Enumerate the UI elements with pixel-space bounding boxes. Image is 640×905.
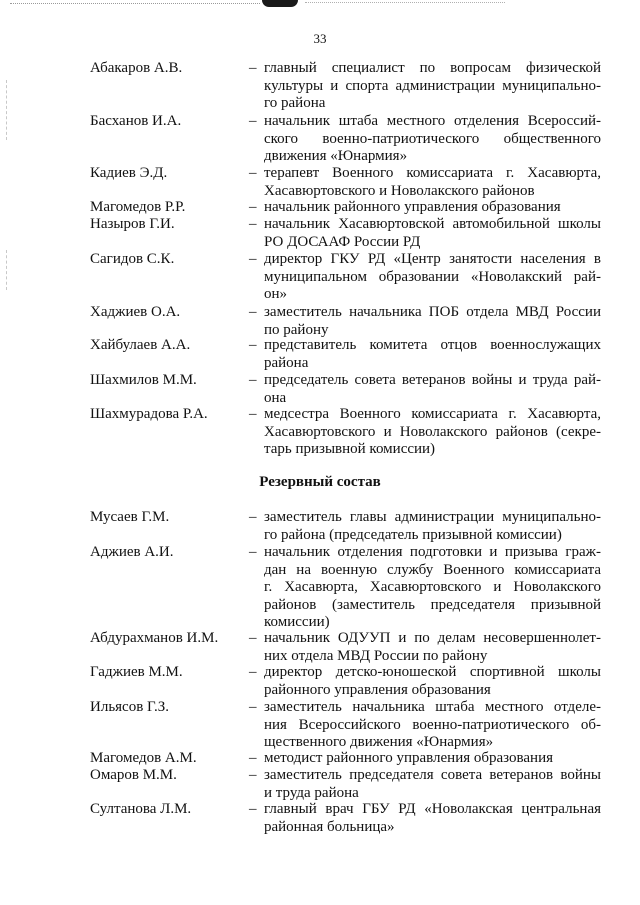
dash: – <box>249 165 257 181</box>
member-name: Басханов И.А. <box>90 113 182 129</box>
role-line: методист районного управления образования <box>264 750 554 766</box>
role-line: начальник районного управления образования <box>264 199 561 215</box>
member-role <box>264 630 601 665</box>
dash: – <box>249 113 257 129</box>
role-line: го района (председатель призывной комиссии) <box>264 526 562 543</box>
role-line: районов (заместитель председателя призывной <box>264 596 601 613</box>
dash: – <box>249 750 257 766</box>
role-line: Хасавюртовского и Новолакского районов <box>264 182 535 199</box>
role-line: Хасавюртовского и Новолакского районов (секре- <box>264 423 601 440</box>
member-name: Назыров Г.И. <box>90 216 175 232</box>
scan-artifact-left-edge <box>6 80 7 140</box>
role-line: щественного движения «Юнармия» <box>264 734 494 750</box>
member-name: Шахмурадова Р.А. <box>90 406 208 422</box>
dash: – <box>249 337 257 353</box>
member-role <box>264 801 601 836</box>
member-role <box>264 60 601 113</box>
member-role <box>264 509 601 544</box>
role-line: г. Хасавюрта, Хасавюртовского и Новолакского <box>264 579 601 595</box>
role-line: главный специалист по вопросам физической <box>264 60 601 76</box>
role-line: заместитель главы администрации муниципально- <box>264 509 601 525</box>
role-line: тарь призывной комиссии) <box>264 441 436 457</box>
role-line: заместитель председателя совета ветеранов войны <box>264 767 601 783</box>
dash: – <box>249 60 257 76</box>
scan-artifact-top-mark <box>262 0 298 7</box>
role-line: медсестра Военного комиссариата г. Хасавюрта, <box>264 406 601 422</box>
role-line: го района <box>264 95 326 111</box>
member-name: Абакаров А.В. <box>90 60 183 76</box>
dash: – <box>249 630 257 646</box>
member-name: Хаджиев О.А. <box>90 304 181 320</box>
role-line: районного управления образования <box>264 681 491 698</box>
member-role <box>264 199 601 217</box>
member-role <box>264 337 601 372</box>
dash: – <box>249 699 257 715</box>
dash: – <box>249 767 257 783</box>
role-line: директор детско-юношеской спортивной школы <box>264 664 601 680</box>
member-role <box>264 750 601 768</box>
member-role <box>264 113 601 166</box>
role-line: муниципальном образовании «Новолакский рай- <box>264 268 601 285</box>
role-line: главный врач ГБУ РД «Новолакская центральная <box>264 801 601 817</box>
role-line: председатель совета ветеранов войны и труда рай- <box>264 372 601 388</box>
member-name: Мусаев Г.М. <box>90 509 170 525</box>
role-line: ния Всероссийского военно-патриотического об- <box>264 716 601 733</box>
member-role <box>264 406 601 459</box>
page-number: 33 <box>313 31 327 46</box>
member-name: Шахмилов М.М. <box>90 372 197 388</box>
dash: – <box>249 406 257 422</box>
member-role <box>264 544 601 632</box>
role-line: директор ГКУ РД «Центр занятости населения в <box>264 251 601 267</box>
member-role <box>264 216 601 251</box>
role-line: движения «Юнармия» <box>264 148 408 164</box>
dash: – <box>249 304 257 320</box>
member-role <box>264 304 601 339</box>
member-name: Магомедов А.М. <box>90 750 197 766</box>
member-name: Аджиев А.И. <box>90 544 174 560</box>
member-role <box>264 251 601 304</box>
role-line: района <box>264 354 309 371</box>
member-role <box>264 165 601 200</box>
role-line: комиссии) <box>264 614 330 630</box>
member-name: Омаров М.М. <box>90 767 177 783</box>
scan-artifact-top-left <box>10 3 260 4</box>
member-name: Магомедов Р.Р. <box>90 199 186 215</box>
section-title-reserve: Резервный состав <box>259 474 381 490</box>
role-line: по району <box>264 321 329 338</box>
dash: – <box>249 251 257 267</box>
dash: – <box>249 199 257 215</box>
member-role <box>264 767 601 802</box>
scan-artifact-top-right <box>305 2 505 3</box>
dash: – <box>249 372 257 388</box>
dash: – <box>249 664 257 680</box>
role-line: них отдела МВД России по району <box>264 647 488 664</box>
role-line: она <box>264 389 287 406</box>
role-line: начальник отделения подготовки и призыва граж- <box>264 544 601 560</box>
role-line: дан на военную службу Военного комиссариата <box>264 561 601 578</box>
role-line: терапевт Военного комиссариата г. Хасавюрта, <box>264 165 601 181</box>
scan-artifact-left-edge <box>6 250 7 290</box>
role-line: представитель комитета отцов военнослужащих <box>264 337 601 353</box>
role-line: заместитель начальника ПОБ отдела МВД России <box>264 304 601 320</box>
member-name: Султанова Л.М. <box>90 801 192 817</box>
dash: – <box>249 801 257 817</box>
dash: – <box>249 216 257 232</box>
role-line: ского военно-патриотического общественного <box>264 130 601 147</box>
member-name: Кадиев Э.Д. <box>90 165 168 181</box>
role-line: культуры и спорта администрации муниципально- <box>264 77 601 94</box>
role-line: он» <box>264 286 288 302</box>
role-line: заместитель начальника штаба местного отделе- <box>264 699 601 715</box>
member-name: Ильясов Г.З. <box>90 699 170 715</box>
member-name: Сагидов С.К. <box>90 251 175 267</box>
member-name: Абдурахманов И.М. <box>90 630 219 646</box>
role-line: районная больница» <box>264 818 395 835</box>
dash: – <box>249 509 257 525</box>
member-name: Хайбулаев А.А. <box>90 337 191 353</box>
role-line: начальник штаба местного отделения Всероссий- <box>264 113 601 129</box>
role-line: начальник Хасавюртовской автомобильной школы <box>264 216 601 232</box>
member-role <box>264 699 601 752</box>
role-line: и труда района <box>264 784 359 801</box>
member-role <box>264 664 601 699</box>
role-line: начальник ОДУУП и по делам несовершеннолет- <box>264 630 601 646</box>
role-line: РО ДОСААФ России РД <box>264 233 421 250</box>
member-role <box>264 372 601 407</box>
member-name: Гаджиев М.М. <box>90 664 183 680</box>
dash: – <box>249 544 257 560</box>
